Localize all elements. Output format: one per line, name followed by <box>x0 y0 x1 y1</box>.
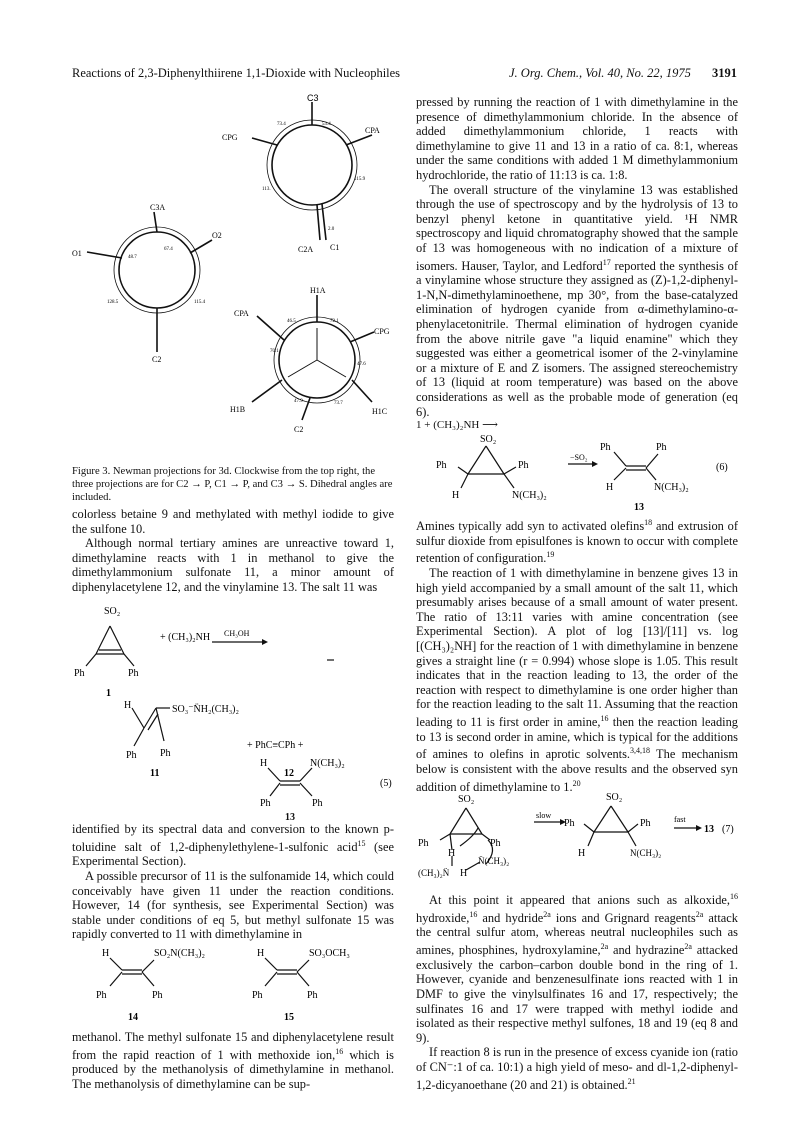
chem-label: SO₂ <box>480 434 497 445</box>
figure-newman-projections <box>72 90 402 460</box>
left-col-top <box>72 507 394 595</box>
chem-label: + PhC≡CPh + <box>247 740 304 751</box>
label: H1A <box>310 286 326 295</box>
paragraph: Although normal tertiary amines are unreactive toward 1, dimethylamine reacts with 1 in methanol to give the dimethylammonium sulfonate 11, a minor amount of diphenylacetylene 12, and the vinylamine 13. The salt 11 was <box>72 536 394 594</box>
text: then the reaction leading to 13 is second order in amine, which is typical for the additions of amines to olefins in aprotic solvents. <box>416 715 739 762</box>
chem-label: Ph <box>436 460 447 471</box>
label: CPA <box>365 126 380 135</box>
page-number: 3191 <box>712 66 737 80</box>
angle: 47.9 <box>294 399 303 404</box>
reference: 18 <box>644 518 653 527</box>
label: C3A <box>150 203 166 212</box>
text: reported the synthesis of a vinylamine whose structure they assigned as (Z)-1,2-diphenyl-1-N,N-dimethylaminoethene, mp 30°, from the base-catalyzed elimination of hydrogen cyanide from α-dimethylamino-α-phenylacetonitrile. Thermal elimination of hydrogen cyanide from the above nitrile gave "a liquid enamine" which they suggested was either a geometrical isomer of the 2-vinylamine or a mixture of E and Z isomers. The assigned stereochemistry of 13 (liquid at room temperature) was based on the above considerations as well as the probable mode of generation (eq 6). <box>416 258 738 419</box>
text: At this point it appeared that anions such as alkoxide, <box>429 893 730 908</box>
left-col-mid <box>72 822 394 942</box>
text: ions and Grignard reagents <box>550 910 696 925</box>
chem-label: SO₂N(CH₃)₂ <box>154 948 206 959</box>
right-col-mid <box>416 516 738 794</box>
text: If reaction 8 is run in the presence of excess cyanide ion (ratio of CN⁻:1 of ca. 10:1) a high yield of meso- and dl-1,2-diphenyl-1,2-dicyanoethane (20 and 21) is obtained. <box>416 1045 738 1092</box>
chem-label: H <box>460 868 468 879</box>
equation-6-line: 1 + (CH₃)₂NH ⟶ <box>416 419 498 431</box>
label: C1 <box>330 243 340 252</box>
chem-label: SO₂ <box>104 606 121 617</box>
paragraph <box>72 822 394 869</box>
reference: 16 <box>730 892 738 901</box>
chem-label: Ph <box>656 442 667 453</box>
angle: 46.5 <box>287 319 296 324</box>
paragraph <box>416 890 738 1045</box>
compound-number: 11 <box>150 768 160 779</box>
figure-caption <box>72 466 394 504</box>
text: identified by its spectral data and conversion to the known p-toluidine salt of 1,2-diphenylethylene-1-sulfonic acid <box>72 822 394 854</box>
chem-label: Ph <box>640 818 651 829</box>
chem-label: H <box>606 482 614 493</box>
label: H1B <box>230 405 246 414</box>
angle: 73.4 <box>277 122 286 127</box>
text: and extrusion of sulfur dioxide from episulfones is known to occur with complete retention of configuration. <box>416 519 738 566</box>
reference: 19 <box>546 550 555 560</box>
chem-label: H <box>124 700 132 711</box>
chem-label: SO₂ <box>458 794 475 805</box>
angle: 128.5 <box>107 300 119 305</box>
chem-label: Ph <box>307 990 318 1001</box>
text: The reaction of 1 with dimethylamine in benzene gives 13 in high yield accompanied by a small amount of the salt 11, which presumably arises because of a small amount of water present. The ratio of 13:11 varies with amine concentration (see Experimental Section). A plot of log [13]/[11] vs. log [(CH₃)₂NH] for the reaction of 1 with dimethylamine in benzene gives a straight line (r = 0.994) whose slope is 1.05. This result indicates that in the reaction leading to 13, the order of the reaction with respect to dimethylamine is one order higher than for the reaction leading to the salt 11. Assuming that the reaction leading to 11 is first order in amine, <box>416 566 738 730</box>
compound-number: 14 <box>128 1012 138 1023</box>
chem-label: N(CH₃)₂ <box>512 490 547 501</box>
chem-label: (CH₃)₂N̈ <box>418 868 450 878</box>
chem-label: N(CH₃)₂ <box>630 848 662 858</box>
chem-label: SO₃OCH₃ <box>309 948 350 959</box>
chem-label: Ph <box>600 442 611 453</box>
paragraph <box>72 1030 394 1092</box>
newman-top-right <box>252 102 372 240</box>
scheme-eq7 <box>416 790 746 882</box>
chem-label: Ph <box>260 798 271 809</box>
scheme-eq5 <box>72 596 402 812</box>
text: and hydride <box>477 910 544 925</box>
chem-label: Ph <box>160 748 171 759</box>
angle: 70.1 <box>270 349 279 354</box>
chem-label: H <box>448 848 456 859</box>
chem-label: Ph <box>152 990 163 1001</box>
right-col-top <box>416 95 738 419</box>
chem-label: N(CH₃)₂ <box>654 482 689 493</box>
chem-label: N̈(CH₃)₂ <box>478 856 510 866</box>
chem-label: Ph <box>490 838 501 849</box>
text: The overall structure of the vinylamine 13 was established through the use of spectroscopy and by the hydrolysis of 13 to benzyl phenyl ketone in quantitative yield. ¹H NMR spectroscopy and liquid chromatography showed that the sample of 13 was homogeneous with no indication of a mixture of isomers. Hauser, Taylor, and Ledford <box>416 182 738 273</box>
equation-number: (5) <box>380 778 392 789</box>
reagent: + (CH₃)₂NH <box>160 632 211 643</box>
chem-label: N(CH₃)₂ <box>310 758 345 769</box>
angle: 53.4 <box>322 122 331 127</box>
angle: 115.9 <box>354 177 366 182</box>
label: H1C <box>372 407 388 416</box>
label: CPG <box>374 327 390 336</box>
label: C2 <box>152 355 162 364</box>
paragraph <box>416 516 738 566</box>
text: methanol. The methyl sulfonate 15 and diphenylacetylene result from the rapid reaction of 1 with methoxide ion, <box>72 1030 394 1062</box>
chem-label: Ph <box>518 460 529 471</box>
paragraph: pressed by running the reaction of 1 with dimethylamine in the presence of dimethylammonium chloride. In the absence of added dimethylammonium chloride, 1 reacts with dimethylamine to give 11 and 13 in a ratio of ca. 8:1, whereas under the same conditions with added 1 M dimethylammonium hydrochloride, the ratio of 11:13 is ca. 1:8. <box>416 95 738 182</box>
chem-label: H <box>452 490 460 501</box>
compound-number: 1 <box>106 688 111 699</box>
journal-citation: J. Org. Chem., Vol. 40, No. 22, 1975 <box>509 66 691 80</box>
chem-label: Ph <box>418 838 429 849</box>
compound-number: 13 <box>285 812 295 823</box>
text: attacked exclusively the carbon–carbon double bond in the ring of 1. However, cyanide and benzenesulfinate ions reacted with 1 in DMF to give the vinylsulfinates 16 and 17, respectively; the sulfinates 16 and 17 were trapped with methyl iodide and isolated as their respective methyl sulfones, 18 and 19 (eq 8 and 9). <box>416 943 738 1045</box>
angle: 73.7 <box>334 401 343 406</box>
compound-number: 13 <box>634 502 644 513</box>
equation-number: (6) <box>716 462 728 473</box>
compound-number: 13 <box>704 824 714 835</box>
angle: 115.4 <box>194 300 206 305</box>
chem-label: H <box>102 948 110 959</box>
rate-label: fast <box>674 815 686 824</box>
chem-label: Ph <box>96 990 107 1001</box>
label: C3 <box>307 93 319 103</box>
left-col-bottom <box>72 1030 394 1092</box>
label: CPG <box>222 133 238 142</box>
text: and hydrazine <box>608 943 685 958</box>
label: C2 <box>294 425 304 434</box>
chem-label: Ph <box>312 798 323 809</box>
reference: 16 <box>600 713 609 723</box>
running-head: Reactions of 2,3-Diphenylthiirene 1,1-Dioxide with Nucleophiles <box>72 66 401 80</box>
chem-label: H <box>260 758 268 769</box>
text: (see Experimental Section). <box>72 839 394 869</box>
reference: 16 <box>335 1046 344 1056</box>
newman-left <box>87 212 212 352</box>
reference: 2a <box>695 909 704 919</box>
text: hydroxide, <box>416 910 470 925</box>
chem-label: Ph <box>564 818 575 829</box>
reference: 3,4,18 <box>630 746 651 756</box>
text: The mechanism below is consistent with the above results and the observed syn addition of dimethylamine to 1. <box>416 747 738 794</box>
paragraph: colorless betaine 9 and methylated with methyl iodide to give the sulfone 10. <box>72 507 394 536</box>
text: attack the central sulfur atom, whereas neutral nucleophiles such as amines, phosphines, hydroxylamine, <box>416 910 738 958</box>
chem-label: H <box>578 848 586 859</box>
chem-label: H <box>257 948 265 959</box>
label: CPA <box>234 309 249 318</box>
paragraph <box>416 183 738 420</box>
reference: 2a <box>600 942 609 952</box>
label: O1 <box>72 249 82 258</box>
scheme-14-15 <box>72 940 402 1028</box>
text: Amines typically add syn to activated olefins <box>416 519 645 534</box>
paragraph <box>416 566 738 794</box>
angle: 2.0 <box>328 227 335 232</box>
text: which is produced by the methanolysis of dimethylamine in methanol. The methanolysis of dimethylamine can be sup- <box>72 1047 394 1091</box>
compound-number: 15 <box>284 1012 294 1023</box>
label: O2 <box>212 231 222 240</box>
angle: 72.1 <box>330 319 339 324</box>
reference: 2a <box>684 942 692 952</box>
figure-caption-text: Figure 3. Newman projections for 3d. Clockwise from the top right, the three projections are for C2 → P, C1 → P, and C3 → S. Dihedral angles are included. <box>72 466 393 503</box>
angle: 48.7 <box>128 255 137 260</box>
right-col-bottom <box>416 890 738 1092</box>
paragraph <box>416 1045 738 1092</box>
chem-label: SO₂ <box>606 792 623 803</box>
angle: 47.6 <box>357 362 366 367</box>
reference: 17 <box>602 257 611 267</box>
reference: 16 <box>469 909 478 919</box>
reference: 2a <box>543 909 551 919</box>
angle: 67.4 <box>164 247 173 252</box>
newman-bottom-right <box>252 295 374 420</box>
label: C2A <box>298 245 314 254</box>
reagent: −SO₂ <box>570 453 588 462</box>
chem-label: Ph <box>126 750 137 761</box>
chem-label: Ph <box>252 990 263 1001</box>
scheme-eq6 <box>416 432 746 516</box>
reference: 21 <box>627 1076 636 1086</box>
reference: 20 <box>572 778 581 788</box>
chem-label: Ph <box>128 668 139 679</box>
reference: 15 <box>357 838 366 848</box>
chem-label: Ph <box>74 668 85 679</box>
angle: 113. <box>262 187 271 192</box>
solvent: CH₃OH <box>224 629 250 638</box>
paragraph: A possible precursor of 11 is the sulfonamide 14, which could conceivably have given 11 under the reaction conditions. However, 14 (for synthesis, see Experimental Section) was stable under conditions of eq 5, but methyl sulfonate 15 was rapidly converted to 11 with dimethylamine in <box>72 868 394 942</box>
rate-label: slow <box>536 811 552 820</box>
chem-label: SO₃⁻N̈H₂(CH₃)₂ <box>172 704 240 715</box>
compound-number: 12 <box>284 768 294 779</box>
equation-number: (7) <box>722 824 734 835</box>
